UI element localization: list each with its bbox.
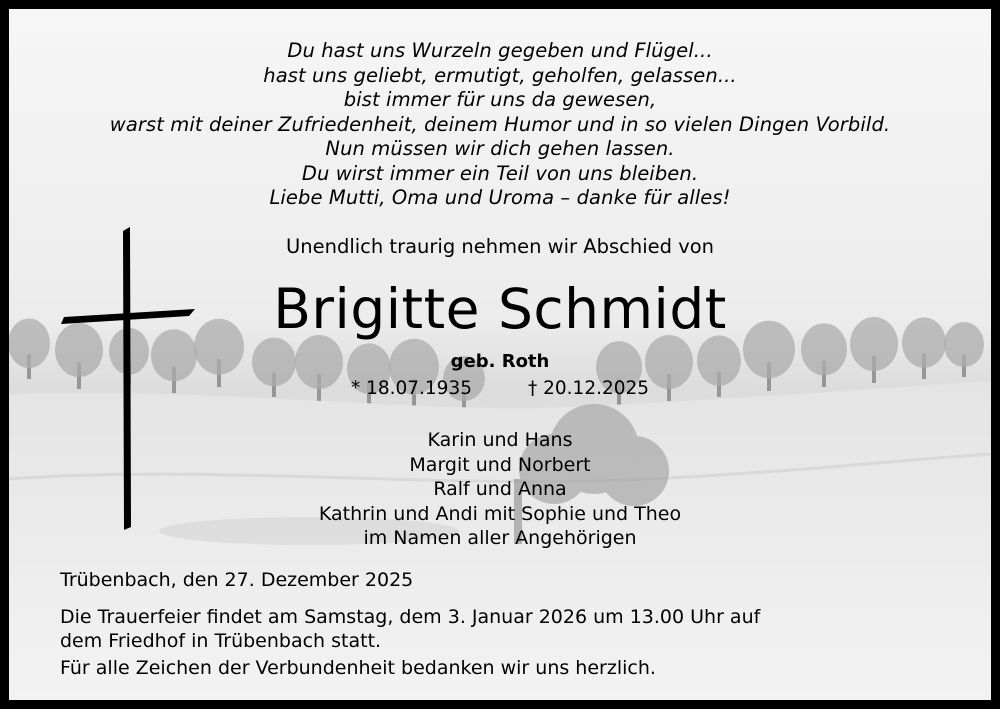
mourner-line: Margit und Norbert [409,453,591,476]
funeral-line: dem Friedhof in Trübenbach statt. [60,630,382,652]
thanks-text: Für alle Zeichen der Verbundenheit bedanken wir uns herzlich. [60,657,656,679]
mourner-line: Ralf und Anna [433,478,567,500]
poem-line: bist immer für uns da gewesen, [343,88,657,111]
poem-line: warst mit deiner Zufriedenheit, deinem Humor und in so vielen Dingen Vorbild. [109,112,891,136]
poem-line: Du hast uns Wurzeln gegeben und Flügel... [287,39,713,62]
mourner-line: Karin und Hans [427,429,573,451]
maiden-name: geb. Roth [450,351,550,372]
mourner-line: im Namen aller Angehörigen [363,527,637,549]
funeral-line: Die Trauerfeier findet am Samstag, dem 3. Januar 2026 um 13.00 Uhr auf [60,606,761,628]
poem-line: Du wirst immer ein Teil von uns bleiben. [301,161,699,185]
poem-line: Nun müssen wir dich gehen lassen. [325,137,675,160]
place-and-date: Trübenbach, den 27. Dezember 2025 [60,569,414,591]
mourners-list [9,428,991,551]
poem-line: Liebe Mutti, Oma und Uroma – danke für alles! [269,186,731,209]
deceased-name: Brigitte Schmidt [273,277,727,341]
poem [9,39,991,211]
birth-date: * 18.07.1935 [350,378,472,399]
intro-text: Unendlich traurig nehmen wir Abschied von [285,235,715,258]
life-dates [9,378,991,399]
funeral-notice [60,605,760,653]
death-date: † 20.12.2025 [528,378,650,399]
poem-line: hast uns geliebt, ermutigt, geholfen, gelassen... [263,63,737,87]
mourner-line: Kathrin und Andi mit Sophie und Theo [318,502,682,525]
